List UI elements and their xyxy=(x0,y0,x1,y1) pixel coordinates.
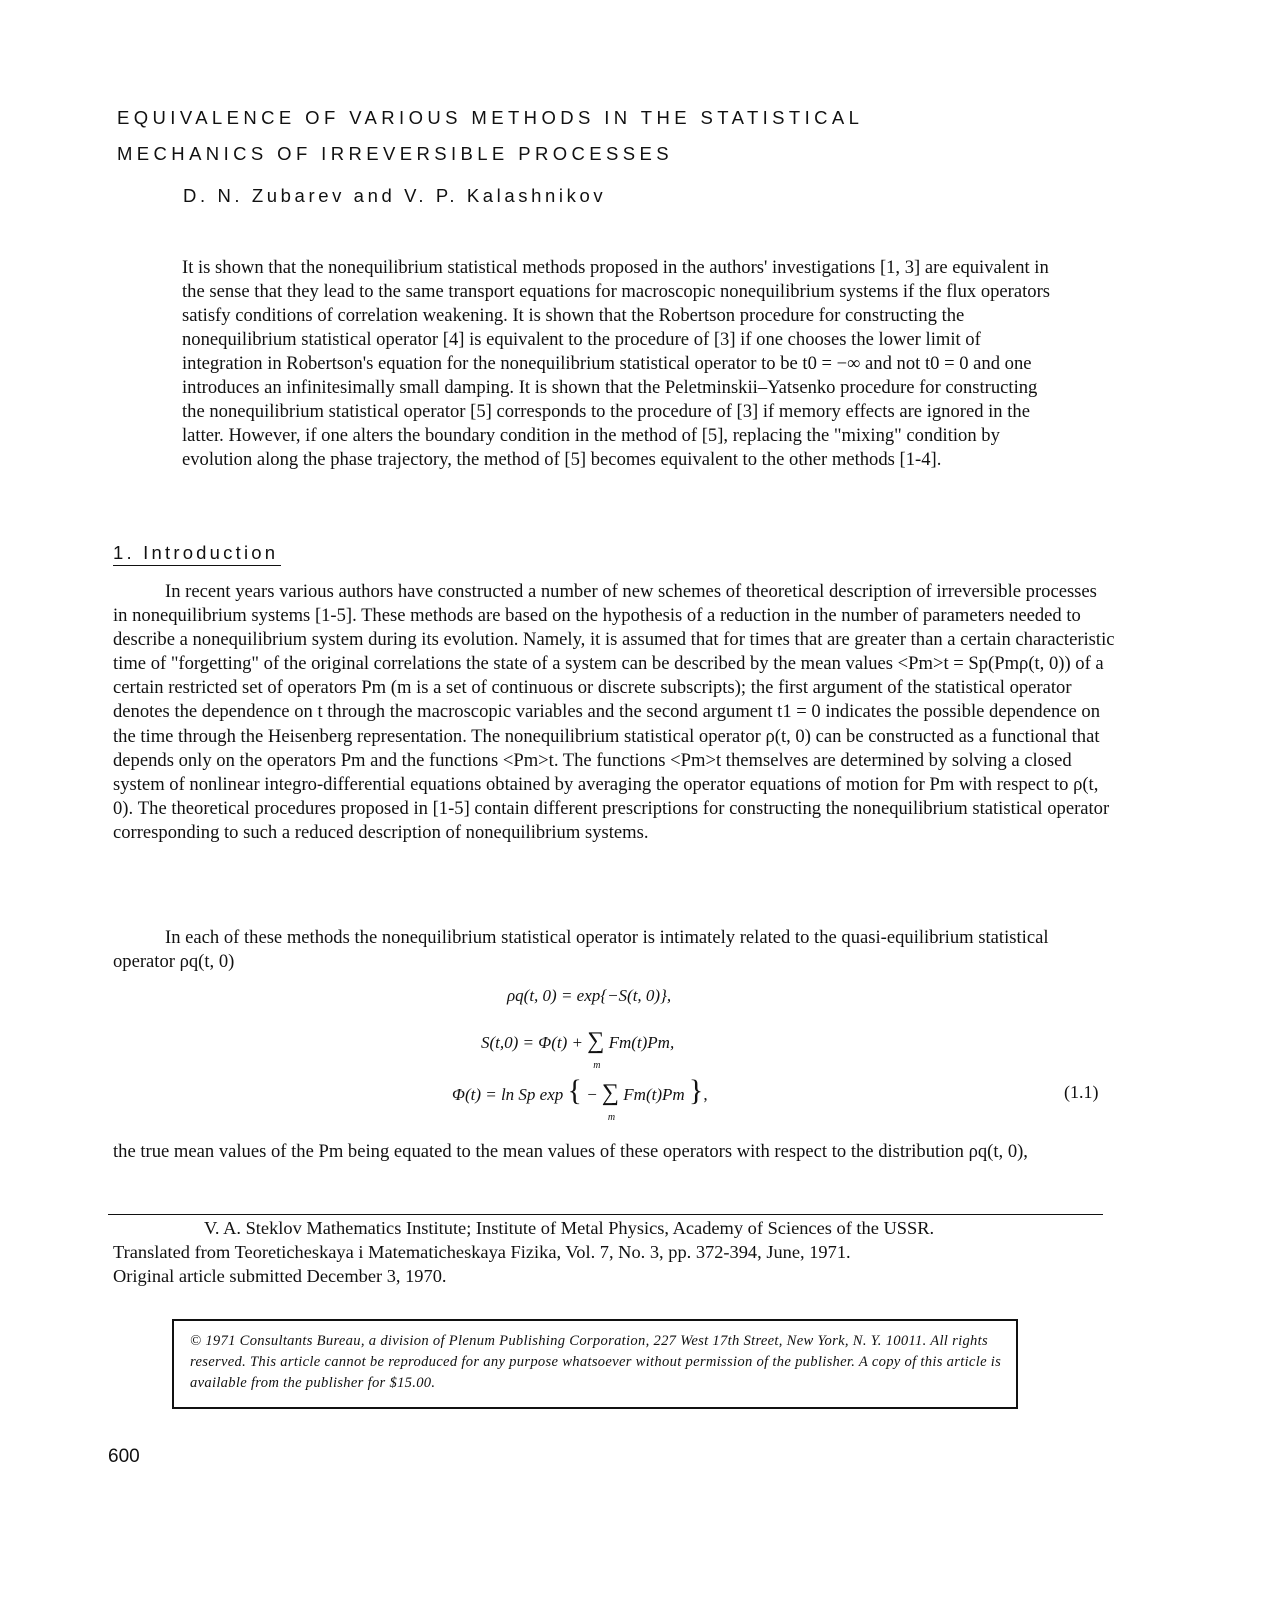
sum-index: m xyxy=(607,1112,616,1123)
sum-index: m xyxy=(593,1060,601,1071)
equation-line-2-lhs: S(t,0) = Φ(t) + xyxy=(481,1033,583,1052)
copyright-text: © 1971 Consultants Bureau, a division of Plenum Publishing Corporation, 227 West 17th Street, New York, N. Y. 10011. All rights reserved. This article cannot be reproduced for any purpose whatsoever without permission of the publisher. A copy of this article is available from the publisher for $15.00. xyxy=(190,1333,1002,1391)
title-line-1: EQUIVALENCE OF VARIOUS METHODS IN THE STATISTICAL xyxy=(117,107,864,128)
footnote-translation: Translated from Teoreticheskaya i Matematicheskaya Fizika, Vol. 7, No. 3, pp. 372-394, June, 1971. xyxy=(113,1242,851,1262)
equation-number: (1.1) xyxy=(1064,1082,1099,1102)
footnote xyxy=(113,1216,1113,1288)
body-paragraph-1 xyxy=(113,580,1115,845)
footnote-divider xyxy=(108,1214,1103,1215)
equation-line-3-rhs: Fm(t)Pm xyxy=(623,1085,685,1104)
equation-line-3-lhs: Φ(t) = ln Sp exp xyxy=(452,1085,564,1104)
footnote-affiliation: V. A. Steklov Mathematics Institute; Institute of Metal Physics, Academy of Sciences of the USSR. xyxy=(204,1218,935,1238)
paragraph-text: In each of these methods the nonequilibrium statistical operator is intimately related to the quasi-equilibrium statistical operator ρq(t, 0) xyxy=(113,927,1049,972)
authors: D. N. Zubarev and V. P. Kalashnikov xyxy=(183,185,607,206)
equation-line-3-minus: − xyxy=(586,1085,598,1104)
equation-line-1: ρq(t, 0) = exp{−S(t, 0)}, xyxy=(507,986,672,1005)
article-title xyxy=(117,100,977,172)
left-brace: { xyxy=(567,1074,582,1107)
abstract xyxy=(182,256,1052,472)
title-line-2: MECHANICS OF IRREVERSIBLE PROCESSES xyxy=(117,143,673,164)
section-heading: 1. Introduction xyxy=(113,542,281,566)
paragraph-text: In recent years various authors have constructed a number of new schemes of theoretical description of irreversible processes in nonequilibrium systems [1-5]. These methods are based on the hypothesis of a reduction in the number of parameters needed to describe a nonequilibrium system during its evolution. Namely, it is assumed that for times that are greater than a certain characteristic time of "forgetting" of the original correlations the state of a system can be described by the mean values <Pm>t = Sp(Pmρ(t, 0)) of a certain restricted set of operators Pm (m is a set of continuous or discrete subscripts); the first argument of the statistical operator denotes the dependence on t through the macroscopic variables and the second argument t1 = 0 indicates the possible dependence on the time through the Heisenberg representation. The nonequilibrium statistical operator ρ(t, 0) can be constructed as a functional that depends only on the operators Pm and the functions <Pm>t. The functions <Pm>t themselves are determined by solving a closed system of nonlinear integro-differential equations obtained by averaging the operator equations of motion for Pm with respect to ρ(t, 0). The theoretical procedures proposed in [1-5] contain different prescriptions for constructing the nonequilibrium statistical operator corresponding to such a reduced description of nonequilibrium systems. xyxy=(113,581,1115,843)
copyright-box xyxy=(172,1319,1018,1409)
equation-line-2-rhs: Fm(t)Pm, xyxy=(608,1033,675,1052)
summation-sign: ∑ m xyxy=(587,1028,605,1071)
page-number: 600 xyxy=(108,1446,140,1467)
summation-sign: ∑ m xyxy=(601,1080,620,1123)
right-brace: } xyxy=(688,1074,704,1107)
body-paragraph-3 xyxy=(113,1140,1103,1164)
equation-line-3: Φ(t) = ln Sp exp { − ∑ m Fm(t)Pm }, xyxy=(452,1074,708,1123)
abstract-text: It is shown that the nonequilibrium statistical methods proposed in the authors' investigations [1, 3] are equivalent in the sense that they lead to the same transport equations for macroscopic nonequilibrium systems if the flux operators satisfy conditions of correlation weakening. It is shown that the Robertson procedure for constructing the nonequilibrium statistical operator [4] is equivalent to the procedure of [3] if one chooses the lower limit of integration in Robertson's equation for the nonequilibrium statistical operator to be t0 = −∞ and not t0 = 0 and one introduces an infinitesimally small damping. It is shown that the Peletminskii–Yatsenko procedure for constructing the nonequilibrium statistical operator [5] corresponds to the procedure of [3] if memory effects are ignored in the latter. However, if one alters the boundary condition in the method of [5], replacing the "mixing" condition by evolution along the phase trajectory, the method of [5] becomes equivalent to the other methods [1-4]. xyxy=(182,257,1050,470)
body-paragraph-2 xyxy=(113,926,1103,974)
equation-line-2 xyxy=(481,1028,675,1071)
paragraph-text: the true mean values of the Pm being equated to the mean values of these operators with respect to the distribution ρq(t, 0), xyxy=(113,1141,1028,1162)
footnote-submitted: Original article submitted December 3, 1970. xyxy=(113,1266,447,1286)
